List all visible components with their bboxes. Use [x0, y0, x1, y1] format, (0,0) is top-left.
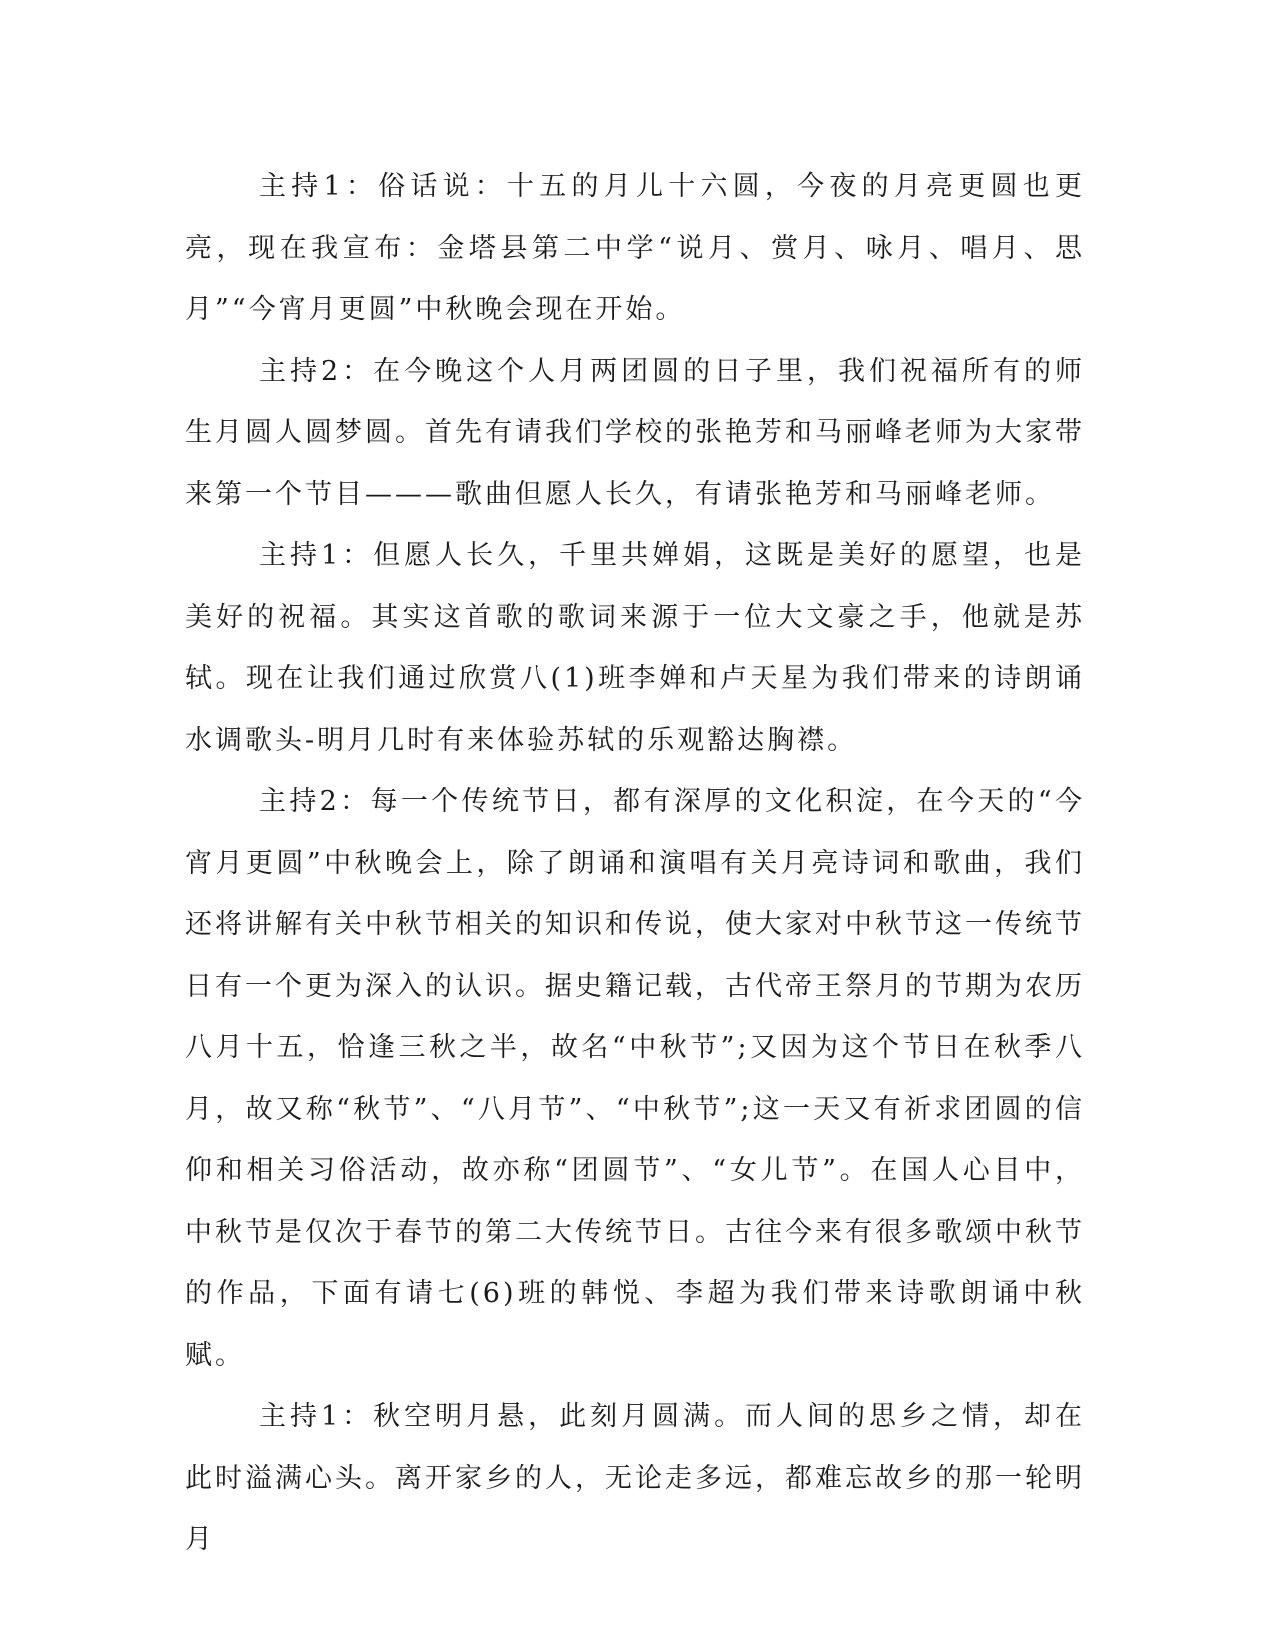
- paragraph-host2-blessing: 主持2：在今晚这个人月两团圆的日子里，我们祝福所有的师生月圆人圆梦圆。首先有请我们学校的张艳芳和马丽峰老师为大家带来第一个节目———歌曲但愿人长久，有请张艳芳和马丽峰老师。: [185, 355, 1085, 510]
- paragraph-host2-festival-history: 主持2：每一个传统节日，都有深厚的文化积淀，在今天的“今宵月更圆”中秋晚会上，除了朗诵和演唱有关月亮诗词和歌曲，我们还将讲解有关中秋节相关的知识和传说，使大家对中秋节这一传统节日有一个更为深入的认识。据史籍记载，古代帝王祭月的节期为农历八月十五，恰逢三秋之半，故名“中秋节”;又因为这个节日在秋季八月，故又称“秋节”、“八月节”、“中秋节”;这一天又有祈求团圆的信仰和相关习俗活动，故亦称“团圆节”、“女儿节”。在国人心目中，中秋节是仅次于春节的第二大传统节日。古往今来有很多歌颂中秋节的作品，下面有请七(6)班的韩悦、李超为我们带来诗歌朗诵中秋赋。: [185, 786, 1085, 1371]
- paragraph-host1-homesick: 主持1：秋空明月悬，此刻月圆满。而人间的思乡之情，却在此时溢满心头。离开家乡的人，无论走多远，都难忘故乡的那一轮明月: [185, 1401, 1085, 1555]
- paragraph-host1-opening: 主持1：俗话说：十五的月儿十六圆，今夜的月亮更圆也更亮，现在我宣布：金塔县第二中学“说月、赏月、咏月、唱月、思月”“今宵月更圆”中秋晚会现在开始。: [185, 171, 1085, 325]
- document-body: [185, 156, 1085, 1571]
- paragraph-host1-sushi: 主持1：但愿人长久，千里共婵娟，这既是美好的愿望，也是美好的祝福。其实这首歌的歌词来源于一位大文豪之手，他就是苏轼。现在让我们通过欣赏八(1)班李婵和卢天星为我们带来的诗朗诵水调歌头-明月几时有来体验苏轼的乐观豁达胸襟。: [185, 540, 1085, 756]
